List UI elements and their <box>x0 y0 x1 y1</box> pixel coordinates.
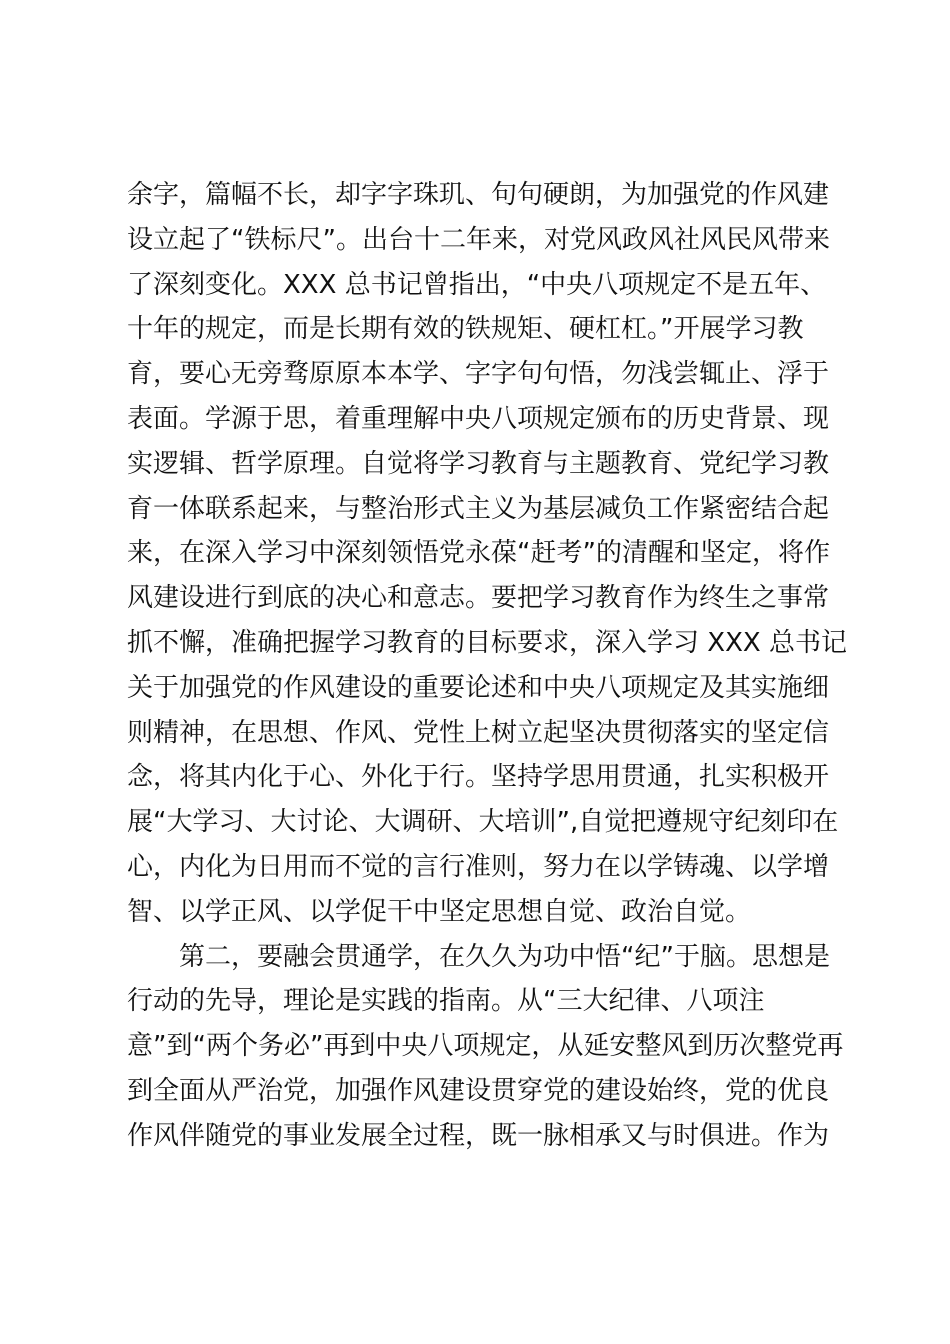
text-line: 设立起了“铁标尺”。出台十二年来，对党风政风社风民风带来 <box>127 224 830 255</box>
text-line: 心，内化为日用而不觉的言行准则，努力在以学铸魂、以学增 <box>127 851 830 882</box>
text-line: 实逻辑、哲学原理。自觉将学习教育与主题教育、党纪学习教 <box>127 448 830 479</box>
text-line: 表面。学源于思，着重理解中央八项规定颁布的历史背景、现 <box>127 403 830 434</box>
text-line: 了深刻变化。XXX 总书记曾指出，“中央八项规定不是五年、 <box>127 269 827 300</box>
text-line: 则精神，在思想、作风、党性上树立起坚决贯彻落实的坚定信 <box>127 717 830 748</box>
text-line: 到全面从严治党，加强作风建设贯穿党的建设始终，党的优良 <box>127 1075 830 1106</box>
text-line: 余字，篇幅不长，却字字珠玑、句句硬朗，为加强党的作风建 <box>127 180 830 210</box>
body-text <box>127 173 847 1159</box>
text-line: 育，要心无旁骛原原本本学、字字句句悟，勿浅尝辄止、浮于 <box>127 359 830 390</box>
text-line: 智、以学正风、以学促干中坚定思想自觉、政治自觉。 <box>127 896 752 927</box>
paragraph-start-line: 第二，要融会贯通学，在久久为功中悟“纪”于脑。思想是 <box>179 941 830 972</box>
text-line: 十年的规定，而是长期有效的铁规矩、硬杠杠。”开展学习教 <box>127 314 804 345</box>
text-line: 育一体联系起来，与整治形式主义为基层减负工作紧密结合起 <box>127 493 830 524</box>
text-line: 行动的先导，理论是实践的指南。从“三大纪律、八项注 <box>127 986 765 1017</box>
text-line: 念，将其内化于心、外化于行。坚持学思用贯通，扎实积极开 <box>127 762 830 793</box>
text-line: 展“大学习、大讨论、大调研、大培训”,自觉把遵规守纪刻印在 <box>127 807 839 838</box>
text-line: 意”到“两个务必”再到中央八项规定，从延安整风到历次整党再 <box>127 1031 844 1062</box>
text-line: 作风伴随党的事业发展全过程，既一脉相承又与时俱进。作为 <box>127 1120 830 1151</box>
text-line: 抓不懈，准确把握学习教育的目标要求，深入学习 XXX 总书记 <box>127 627 847 658</box>
text-line: 风建设进行到底的决心和意志。要把学习教育作为终生之事常 <box>127 583 830 614</box>
text-line: 关于加强党的作风建设的重要论述和中央八项规定及其实施细 <box>127 672 830 703</box>
text-line: 来，在深入学习中深刻领悟党永葆“赶考”的清醒和坚定，将作 <box>127 538 830 569</box>
